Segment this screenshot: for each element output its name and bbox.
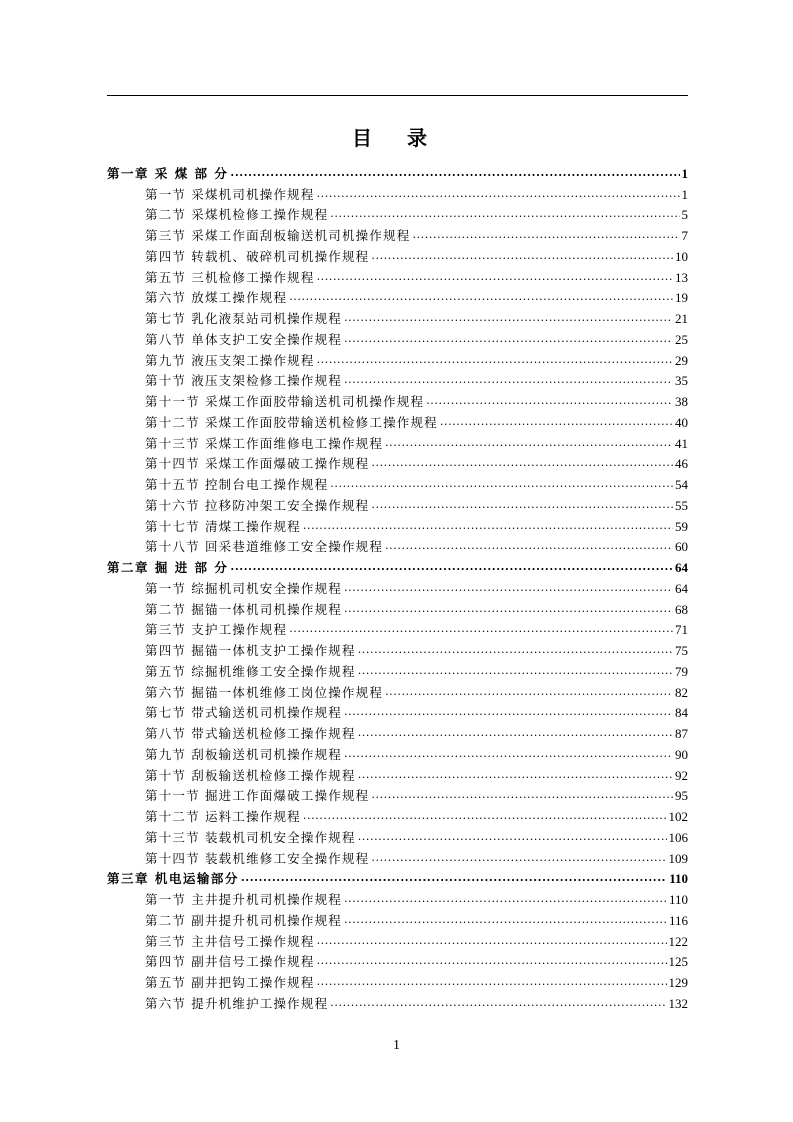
toc-entry-page-number: 102	[668, 809, 688, 824]
toc-leader-dots	[358, 665, 673, 679]
toc-entry-page-number: 19	[675, 290, 688, 306]
toc-entry-page-number: 116	[668, 912, 688, 928]
toc-section-entry[interactable]	[107, 368, 688, 389]
toc-entry-page-number: 29	[675, 352, 688, 368]
toc-section-entry[interactable]	[107, 783, 688, 804]
toc-entry-label: 第三节 主井信号工操作规程	[145, 933, 315, 949]
toc-entry-page-number: 7	[681, 228, 688, 243]
toc-entry-page-number: 21	[675, 311, 688, 326]
toc-entry-page-number: 75	[675, 643, 688, 658]
toc-entry-page-number: 110	[668, 892, 688, 907]
toc-section-entry[interactable]	[107, 886, 688, 907]
toc-entry-label: 第十六节 拉移防冲架工安全操作规程	[145, 497, 370, 513]
toc-chapter-entry[interactable]	[107, 160, 688, 181]
toc-entry-page-number: 41	[675, 435, 688, 451]
toc-section-entry[interactable]	[107, 845, 688, 866]
toc-leader-dots	[330, 478, 673, 492]
toc-entry-page-number: 92	[675, 767, 688, 783]
toc-section-entry[interactable]	[107, 824, 688, 845]
toc-entry-label: 第二章 掘 进 部 分	[107, 560, 229, 575]
toc-section-entry[interactable]	[107, 471, 688, 492]
toc-leader-dots	[412, 229, 679, 243]
toc-entry-label: 第十节 液压支架检修工操作规程	[145, 373, 342, 389]
toc-leader-dots	[230, 167, 679, 181]
header-rule	[107, 95, 688, 96]
toc-section-entry[interactable]	[107, 928, 688, 949]
page-number: 1	[393, 1038, 400, 1053]
toc-entry-label: 第八节 单体支护工安全操作规程	[145, 331, 342, 347]
toc-entry-label: 第四节 转载机、破碎机司机操作规程	[145, 248, 370, 264]
toc-leader-dots	[385, 686, 673, 700]
toc-leader-dots	[241, 872, 667, 886]
toc-entry-page-number: 110	[669, 871, 688, 887]
toc-entry-page-number: 54	[675, 477, 688, 492]
toc-entry-page-number: 13	[675, 269, 688, 285]
toc-section-entry[interactable]	[107, 741, 688, 762]
toc-entry-page-number: 1	[681, 186, 688, 202]
toc-entry-page-number: 55	[675, 497, 688, 513]
toc-leader-dots	[371, 789, 673, 803]
toc-entry-page-number: 5	[681, 207, 688, 223]
toc-entry-page-number: 64	[675, 560, 688, 575]
toc-entry-page-number: 109	[668, 850, 688, 866]
toc-section-entry[interactable]	[107, 326, 688, 347]
toc-leader-dots	[303, 810, 667, 824]
toc-leader-dots	[344, 748, 673, 762]
toc-entry-label: 第十一节 采煤工作面胶带输送机司机操作规程	[145, 394, 425, 409]
toc-entry-page-number: 79	[675, 663, 688, 679]
toc-section-entry[interactable]	[107, 617, 688, 638]
toc-section-entry[interactable]	[107, 596, 688, 617]
toc-entry-label: 第二节 掘锚一体机司机操作规程	[145, 601, 342, 617]
toc-entry-label: 第一节 综掘机司机安全操作规程	[145, 580, 342, 596]
toc-entry-label: 第三章 机电运输部分	[107, 871, 239, 887]
toc-entry-label: 第五节 三机检修工操作规程	[145, 269, 315, 285]
toc-entry-label: 第十三节 装载机司机安全操作规程	[145, 829, 356, 845]
toc-entry-label: 第十八节 回采巷道维修工安全操作规程	[145, 539, 384, 555]
toc-section-entry[interactable]	[107, 388, 688, 409]
toc-entry-label: 第四节 副井信号工操作规程	[145, 954, 315, 970]
toc-entry-page-number: 60	[675, 539, 688, 555]
toc-entry-page-number: 46	[675, 456, 688, 472]
toc-entry-page-number: 38	[675, 394, 688, 409]
toc-section-entry[interactable]	[107, 222, 688, 243]
toc-entry-label: 第五节 副井把钩工操作规程	[145, 975, 315, 990]
toc-leader-dots	[385, 437, 673, 451]
toc-entry-page-number: 87	[675, 726, 688, 741]
toc-leader-dots	[344, 333, 673, 347]
toc-entry-page-number: 59	[675, 518, 688, 534]
toc-section-entry[interactable]	[107, 513, 688, 534]
toc-entry-label: 第三节 采煤工作面刮板输送机司机操作规程	[145, 228, 411, 243]
toc-leader-dots	[317, 935, 667, 949]
toc-leader-dots	[371, 457, 673, 471]
toc-entry-label: 第十四节 装载机维修工安全操作规程	[145, 850, 370, 866]
page-title: 目 录	[352, 126, 441, 150]
toc-entry-label: 第一节 主井提升机司机操作规程	[145, 892, 342, 907]
toc-leader-dots	[358, 727, 673, 741]
toc-leader-dots	[317, 354, 673, 368]
toc-leader-dots	[371, 852, 666, 866]
toc-section-entry[interactable]	[107, 720, 688, 741]
toc-entry-label: 第十二节 采煤工作面胶带输送机检修工操作规程	[145, 414, 438, 430]
toc-section-entry[interactable]	[107, 658, 688, 679]
toc-section-entry[interactable]	[107, 305, 688, 326]
toc-chapter-entry[interactable]	[107, 866, 688, 887]
toc-entry-label: 第二节 副井提升机司机操作规程	[145, 912, 342, 928]
toc-leader-dots	[385, 540, 673, 554]
toc-entry-label: 第九节 液压支架工操作规程	[145, 352, 315, 368]
toc-leader-dots	[317, 188, 680, 202]
toc-entry-page-number: 10	[675, 248, 688, 264]
toc-section-entry[interactable]	[107, 990, 688, 1011]
toc-entry-label: 第六节 放煤工操作规程	[145, 290, 288, 306]
toc-entry-label: 第七节 带式输送机司机操作规程	[145, 705, 342, 721]
toc-entry-page-number: 90	[675, 746, 688, 762]
toc-entry-label: 第十四节 采煤工作面爆破工操作规程	[145, 456, 370, 472]
toc-entry-page-number: 82	[675, 684, 688, 700]
toc-section-entry[interactable]	[107, 347, 688, 368]
toc-entry-page-number: 68	[675, 601, 688, 617]
toc-leader-dots	[440, 416, 673, 430]
toc-entry-label: 第一节 采煤机司机操作规程	[145, 186, 315, 202]
toc-section-entry[interactable]	[107, 534, 688, 555]
toc-leader-dots	[426, 395, 673, 409]
toc-section-entry[interactable]	[107, 637, 688, 658]
toc-leader-dots	[344, 603, 673, 617]
toc-leader-dots	[344, 582, 673, 596]
toc-section-entry[interactable]	[107, 181, 688, 202]
toc-entry-page-number: 1	[681, 165, 688, 181]
toc-entry-label: 第八节 带式输送机检修工操作规程	[145, 726, 356, 741]
toc-leader-dots	[344, 914, 667, 928]
toc-section-entry[interactable]	[107, 243, 688, 264]
toc-leader-dots	[344, 706, 673, 720]
toc-entry-label: 第十五节 控制台电工操作规程	[145, 477, 329, 492]
toc-section-entry[interactable]	[107, 679, 688, 700]
toc-entry-page-number: 35	[675, 373, 688, 389]
toc-section-entry[interactable]	[107, 202, 688, 223]
toc-entry-label: 第三节 支护工操作规程	[145, 622, 288, 638]
toc-entry-page-number: 125	[668, 954, 688, 970]
toc-entry-label: 第四节 掘锚一体机支护工操作规程	[145, 643, 356, 658]
table-of-contents	[107, 160, 688, 1011]
toc-entry-label: 第五节 综掘机维修工安全操作规程	[145, 663, 356, 679]
toc-leader-dots	[330, 208, 679, 222]
toc-section-entry[interactable]	[107, 700, 688, 721]
toc-leader-dots	[230, 561, 673, 575]
toc-section-entry[interactable]	[107, 969, 688, 990]
toc-leader-dots	[303, 520, 673, 534]
toc-entry-label: 第十二节 运料工操作规程	[145, 809, 301, 824]
toc-leader-dots	[358, 644, 673, 658]
toc-section-entry[interactable]	[107, 264, 688, 285]
toc-leader-dots	[344, 374, 673, 388]
toc-entry-page-number: 71	[675, 622, 688, 638]
toc-entry-page-number: 106	[668, 829, 688, 845]
toc-entry-label: 第十节 刮板输送机检修工操作规程	[145, 767, 356, 783]
toc-section-entry[interactable]	[107, 575, 688, 596]
toc-leader-dots	[358, 831, 667, 845]
toc-entry-label: 第九节 刮板输送机司机操作规程	[145, 746, 342, 762]
toc-section-entry[interactable]	[107, 492, 688, 513]
toc-entry-page-number: 40	[675, 414, 688, 430]
toc-leader-dots	[289, 291, 673, 305]
toc-entry-label: 第二节 采煤机检修工操作规程	[145, 207, 329, 223]
toc-leader-dots	[317, 271, 673, 285]
toc-entry-label: 第六节 掘锚一体机维修工岗位操作规程	[145, 684, 384, 700]
toc-section-entry[interactable]	[107, 430, 688, 451]
toc-entry-page-number: 122	[668, 933, 688, 949]
toc-section-entry[interactable]	[107, 451, 688, 472]
toc-leader-dots	[371, 250, 673, 264]
toc-entry-label: 第十一节 掘进工作面爆破工操作规程	[145, 788, 370, 804]
toc-entry-page-number: 64	[675, 580, 688, 596]
toc-section-entry[interactable]	[107, 907, 688, 928]
toc-chapter-entry[interactable]	[107, 554, 688, 575]
toc-leader-dots	[330, 997, 666, 1011]
toc-section-entry[interactable]	[107, 803, 688, 824]
toc-section-entry[interactable]	[107, 949, 688, 970]
toc-entry-page-number: 84	[675, 705, 688, 721]
toc-section-entry[interactable]	[107, 762, 688, 783]
toc-section-entry[interactable]	[107, 409, 688, 430]
toc-entry-page-number: 132	[668, 995, 688, 1011]
toc-entry-label: 第十七节 清煤工操作规程	[145, 518, 301, 534]
toc-leader-dots	[344, 893, 667, 907]
toc-leader-dots	[317, 976, 667, 990]
toc-section-entry[interactable]	[107, 285, 688, 306]
toc-entry-label: 第十三节 采煤工作面维修电工操作规程	[145, 435, 384, 451]
toc-leader-dots	[289, 623, 673, 637]
toc-entry-label: 第一章 采 煤 部 分	[107, 165, 229, 181]
toc-leader-dots	[371, 499, 673, 513]
toc-entry-page-number: 129	[668, 975, 688, 990]
toc-leader-dots	[344, 312, 673, 326]
toc-entry-page-number: 25	[675, 331, 688, 347]
toc-leader-dots	[317, 955, 667, 969]
toc-entry-label: 第六节 提升机维护工操作规程	[145, 995, 329, 1011]
toc-entry-label: 第七节 乳化液泵站司机操作规程	[145, 311, 342, 326]
toc-entry-page-number: 95	[675, 788, 688, 804]
toc-leader-dots	[358, 769, 673, 783]
